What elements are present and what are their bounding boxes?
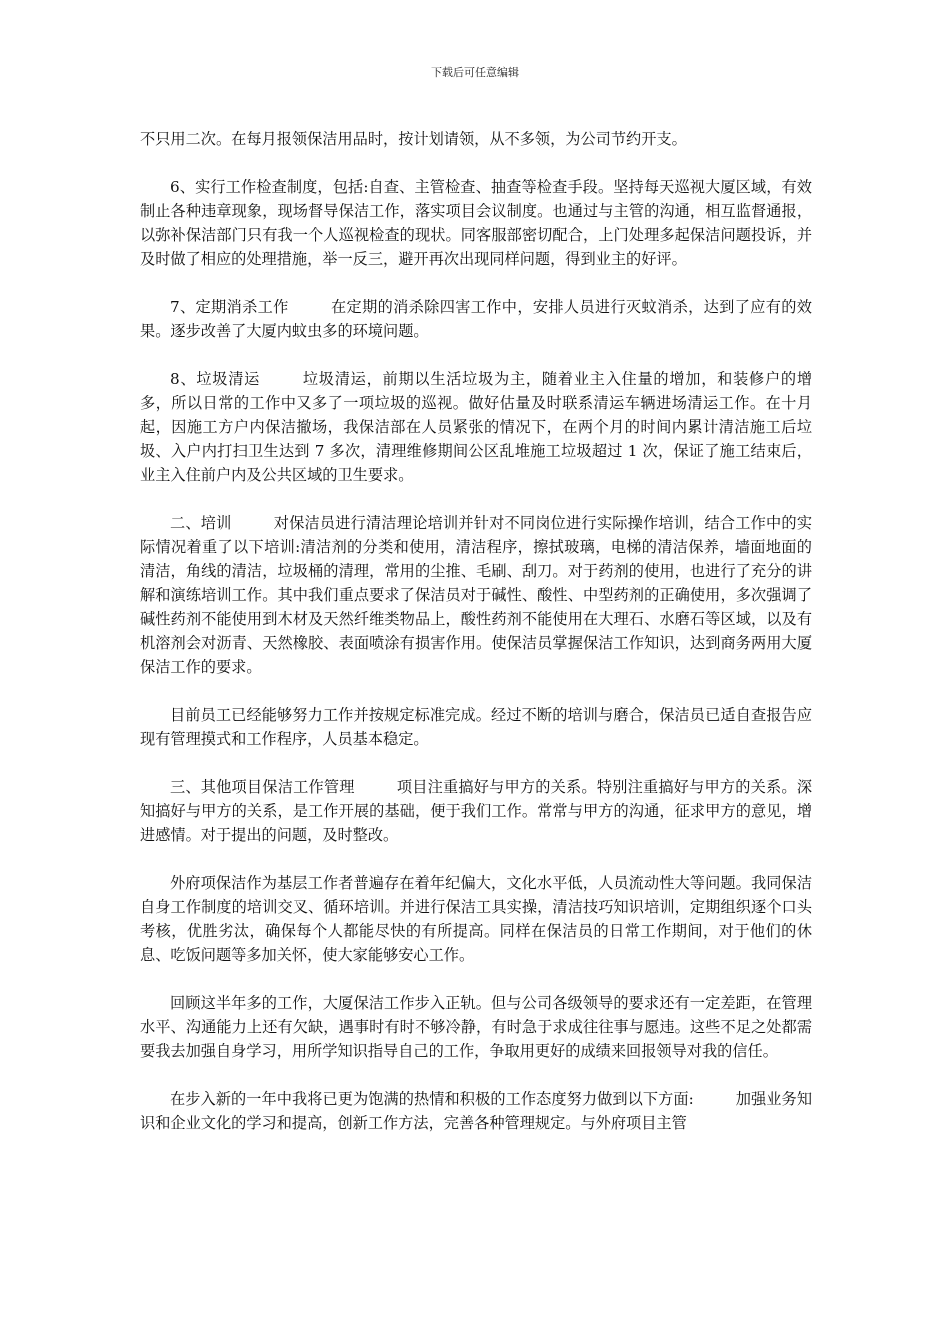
paragraph-external-projects: 外府项保洁作为基层工作者普遍存在着年纪偏大，文化水平低，人员流动性大等问题。我同保洁自身工作制度的培训交叉、循环培训。并进行保洁工具实操，清洁技巧知识培训，定期组织逐个口头考核，优胜劣汰，确保每个人都能尽快的有所提高。同样在保洁员的日常工作期间，对于他们的休息、吃饭问题等多加关怀，使大家能够安心工作。 <box>140 874 812 964</box>
paragraph-heading: 二、培训 <box>170 514 232 532</box>
paragraph-garbage-removal <box>140 367 812 487</box>
paragraph-body: 对保洁员进行清洁理论培训并针对不同岗位进行实际操作培训，结合工作中的实际情况着重了以下培训:清洁剂的分类和使用，清洁程序，擦拭玻璃，电梯的清洁保养，墙面地面的清洁，角线的清洁，垃圾桶的清理，常用的尘推、毛刷、刮刀。对于药剂的使用，也进行了充分的讲解和演练培训工作。其中我们重点要求了保洁员对于碱性、酸性、中型药剂的正确使用，多次强调了碱性药剂不能使用到木材及天然纤维类物品上，酸性药剂不能使用在大理石、水磨石等区域，以及有机溶剂会对沥青、天然橡胶、表面喷涂有损害作用。使保洁员掌握保洁工作知识，达到商务两用大厦保洁工作的要求。 <box>140 514 813 676</box>
paragraph-heading: 三、其他项目保洁工作管理 <box>170 778 355 796</box>
paragraph-heading: 7、定期消杀工作 <box>170 298 289 316</box>
paragraph-body: 在定期的消杀除四害工作中，安排人员进行灭蚊消杀，达到了应有的效果。逐步改善了大厦内蚊虫多的环境问题。 <box>140 298 812 340</box>
paragraph-body: 垃圾清运，前期以生活垃圾为主，随着业主入住量的增加，和装修户的增多，所以日常的工作中又多了一项垃圾的巡视。做好估量及时联系清运车辆进场清运工作。在十月起，因施工方户内保洁撤场，我保洁部在人员紧张的情况下，在两个月的时间内累计清洁施工后垃圾、入户内打扫卫生达到 7 多次，清理维修期间公区乱堆施工垃圾超过 1 次，保证了施工结束后，业主入住前户内及公共区域的卫生要求。 <box>140 370 813 484</box>
paragraph-other-projects <box>140 775 812 847</box>
paragraph-continuation: 不只用二次。在每月报领保洁用品时，按计划请领，从不多领，为公司节约开支。 <box>140 130 687 148</box>
page-header-note: 下载后可任意编辑 <box>431 66 519 79</box>
paragraph-heading: 8、垃圾清运 <box>170 370 261 388</box>
paragraph-heading: 在步入新的一年中我将已更为饱满的热情和积极的工作态度努力做到以下方面: <box>170 1090 694 1108</box>
paragraph-pest-control <box>140 295 812 343</box>
paragraph-body: 加强业务知识和企业文化的学习和提高，创新工作方法，完善各种管理规定。与外府项目主管 <box>140 1090 813 1132</box>
paragraph-review: 回顾这半年多的工作，大厦保洁工作步入正轨。但与公司各级领导的要求还有一定差距，在管理水平、沟通能力上还有欠缺，遇事时有时不够冷静，有时急于求成往往事与愿违。这些不足之处都需要我去加强自身学习，用所学知识指导自己的工作，争取用更好的成绩来回报领导对我的信任。 <box>140 994 812 1060</box>
paragraph-staff-status: 目前员工已经能够努力工作并按规定标准完成。经过不断的培训与磨合，保洁员已适自查报告应现有管理摸式和工作程序，人员基本稳定。 <box>140 706 812 748</box>
paragraph-body: 项目注重搞好与甲方的关系。特别注重搞好与甲方的关系。深知搞好与甲方的关系，是工作开展的基础，便于我们工作。常常与甲方的沟通，征求甲方的意见，增进感情。对于提出的问题，及时整改。 <box>140 778 813 844</box>
paragraph-new-year-plan <box>140 1087 812 1135</box>
document-body <box>140 127 812 1159</box>
paragraph-inspection-system: 6、实行工作检查制度，包括:自查、主管检查、抽查等检查手段。坚持每天巡视大厦区域，有效制止各种违章现象，现场督导保洁工作，落实项目会议制度。也通过与主管的沟通，相互监督通报，以弥补保洁部门只有我一个人巡视检查的现状。同客服部密切配合，上门处理多起保洁问题投诉，并及时做了相应的处理措施，举一反三，避开再次出现同样问题，得到业主的好评。 <box>140 178 812 268</box>
paragraph-training <box>140 511 812 679</box>
